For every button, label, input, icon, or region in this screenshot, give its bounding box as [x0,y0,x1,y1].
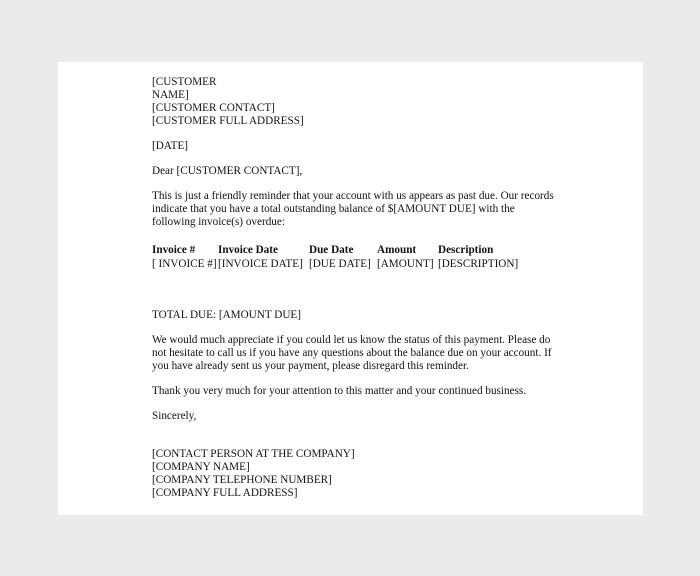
cell-amount: [AMOUNT] [377,258,434,270]
intro-line: This is just a friendly reminder that your account with us appears as past due. Our records [152,190,554,202]
spacer [152,153,562,165]
signature-line: [COMPANY FULL ADDRESS] [152,487,298,499]
signature-line: [COMPANY TELEPHONE NUMBER] [152,474,332,486]
customer-line: NAME] [152,89,189,101]
signature-line: [CONTACT PERSON AT THE COMPANY] [152,448,355,460]
customer-address-block [152,76,562,128]
body-line: you have already sent us your payment, please disregard this reminder. [152,360,469,372]
spacer [152,398,562,410]
spacer [152,271,562,309]
total-due: TOTAL DUE: [AMOUNT DUE] [152,309,301,321]
table-row [152,258,562,271]
spacer [152,178,562,190]
intro-paragraph [152,190,562,229]
body-line: not hesitate to call us if you have any questions about the balance due on your account. If [152,347,552,359]
letter-page [58,62,643,515]
signature-line: [COMPANY NAME] [152,461,250,473]
header-invoice-date: Invoice Date [218,244,278,256]
intro-line: indicate that you have a total outstanding balance of $[AMOUNT DUE] with the [152,203,515,215]
letter-content [152,76,562,500]
customer-line: [CUSTOMER CONTACT] [152,102,275,114]
closing-line: Sincerely, [152,410,197,422]
cell-description: [DESCRIPTION] [438,258,519,270]
spacer [152,423,562,448]
spacer [152,128,562,140]
invoice-table [152,243,562,271]
letter-date: [DATE] [152,140,189,152]
signature-block [152,448,562,500]
header-due-date: Due Date [309,244,354,256]
thanks-line: Thank you very much for your attention to this matter and your continued business. [152,385,527,397]
body-line: We would much appreciate if you could let us know the status of this payment. Please do [152,334,551,346]
header-amount: Amount [377,244,417,256]
spacer [152,373,562,385]
header-invoice-number: Invoice # [152,244,196,256]
cell-due-date: [DUE DATE] [309,258,371,270]
customer-line: [CUSTOMER FULL ADDRESS] [152,115,304,127]
spacer [152,322,562,334]
intro-line: following invoice(s) overdue: [152,216,285,228]
header-description: Description [438,244,494,256]
customer-line: [CUSTOMER [152,76,217,88]
body-paragraph [152,334,562,373]
spacer [152,229,562,242]
cell-invoice-date: [INVOICE DATE] [218,258,303,270]
cell-invoice-number: [ INVOICE #] [152,258,217,270]
greeting: Dear [CUSTOMER CONTACT], [152,165,303,177]
table-header-row [152,243,562,258]
